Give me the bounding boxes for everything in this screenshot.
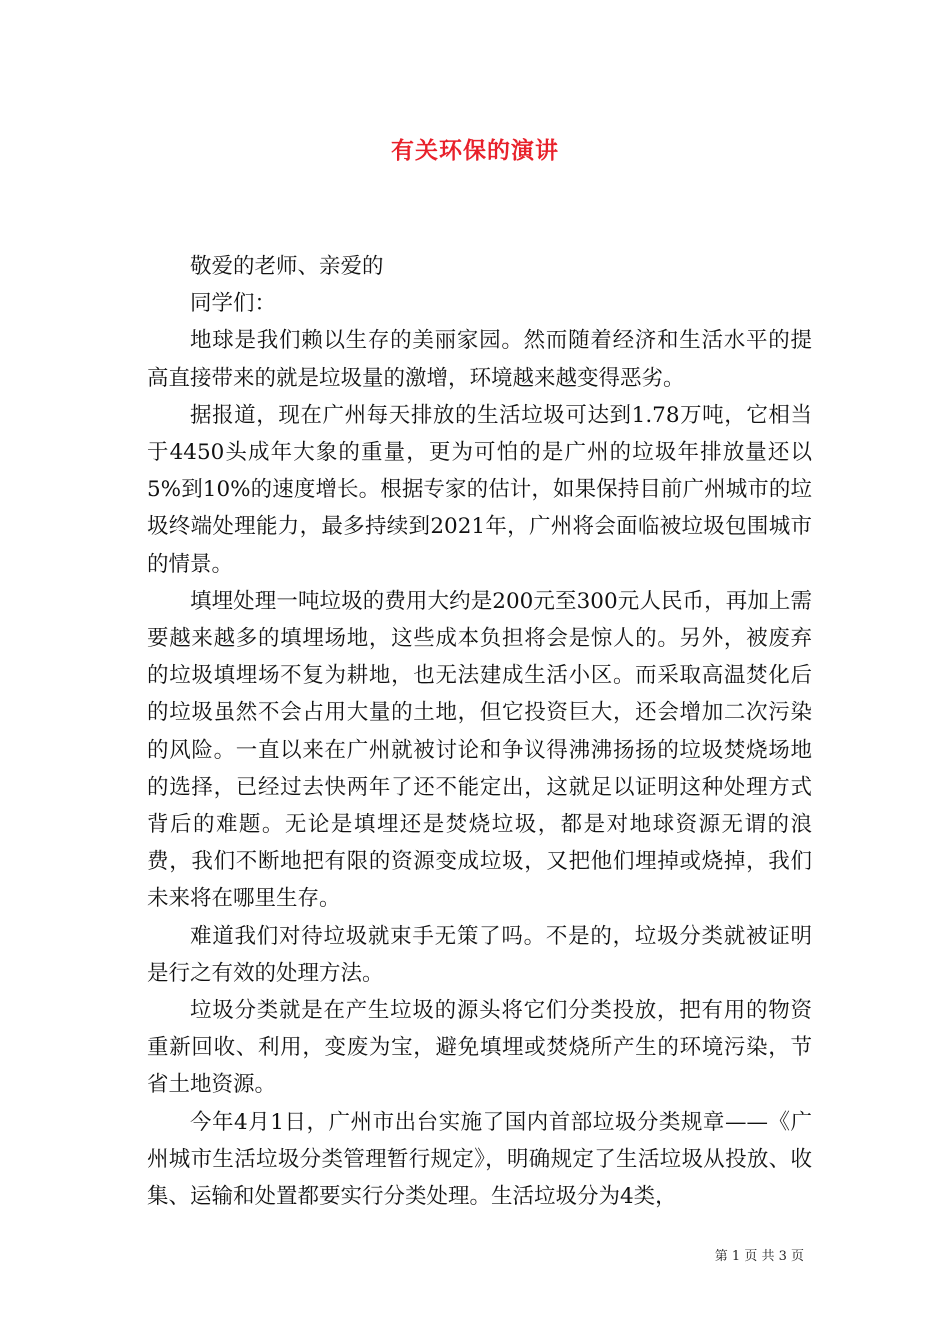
greeting-line-2: 同学们： bbox=[190, 291, 277, 317]
paragraph: 难道我们对待垃圾就束手无策了吗。不是的，垃圾分类就被证明是行之有效的处理方法。 bbox=[147, 923, 812, 986]
greeting-line-1: 敬爱的老师、亲爱的 bbox=[190, 254, 384, 279]
page-number: 第 1 页 共 3 页 bbox=[714, 1249, 804, 1264]
speech-body bbox=[147, 248, 812, 1215]
paragraph: 垃圾分类就是在产生垃圾的源头将它们分类投放，把有用的物资重新回收、利用，变废为宝，避免填埋或焚烧所产生的环境污染，节省土地资源。 bbox=[147, 998, 812, 1098]
page-title: 有关环保的演讲 bbox=[391, 137, 559, 164]
paragraph: 今年4月1日，广州市出台实施了国内首部垃圾分类规章——《广州城市生活垃圾分类管理暂行规定》，明确规定了生活垃圾从投放、收集、运输和处置都要实行分类处理。生活垃圾分为4类， bbox=[147, 1109, 812, 1210]
paragraph: 地球是我们赖以生存的美丽家园。然而随着经济和生活水平的提高直接带来的就是垃圾量的激增，环境越来越变得恶劣。 bbox=[147, 328, 812, 391]
paragraph: 填埋处理一吨垃圾的费用大约是200元至300元人民币，再加上需要越来越多的填埋场地，这些成本负担将会是惊人的。另外，被废弃的垃圾填埋场不复为耕地，也无法建成生活小区。而采取高温焚化后的垃圾虽然不会占用大量的土地，但它投资巨大，还会增加二次污染的风险。一直以来在广州就被讨论和争议得沸沸扬扬的垃圾焚烧场地的选择，已经过去快两年了还不能定出，这就足以证明这种处理方式背后的难题。无论是填埋还是焚烧垃圾，都是对地球资源无谓的浪费，我们不断地把有限的资源变成垃圾，又把他们埋掉或烧掉，我们未来将在哪里生存。 bbox=[147, 588, 812, 912]
paragraph: 据报道，现在广州每天排放的生活垃圾可达到1.78万吨，它相当于4450头成年大象的重量，更为可怕的是广州的垃圾年排放量还以5%到10%的速度增长。根据专家的估计，如果保持目前广州城市的垃圾终端处理能力，最多持续到2021年，广州将会面临被垃圾包围城市的情景。 bbox=[147, 402, 812, 577]
